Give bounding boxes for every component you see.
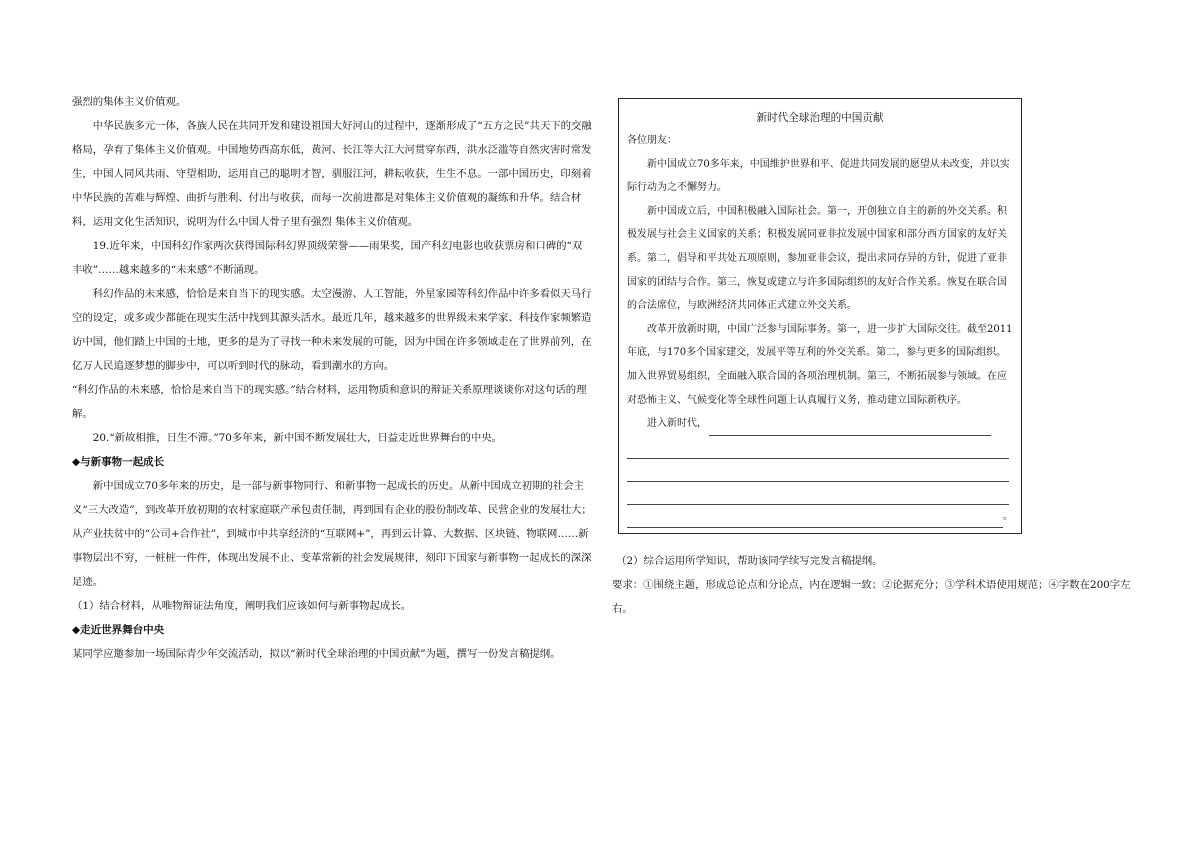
- paragraph-new-things: 新中国成立70多年来的历史，是一部与新事物同行、和新事物一起成长的历史。从新中国成立初期的社会主义“三大改造”，到改革开放初期的农村家庭联产承包责任制，再到国有企业的股份制改革、民营企业的发展壮大；从产业扶贫中的“公司+合作社”，到城市中共享经济的“互联网+”，再到云计算、大数据、区块链、物联网……新事物层出不穷，一桩桩一件件，体现出发展不止、变革常新的社会发展规律，刻印下国家与新事物一起成长的深深足迹。: [72, 480, 592, 588]
- section-heading-world-stage: ◆走近世界舞台中央: [72, 624, 165, 636]
- paragraph-intro-tail: 强烈的集体主义价值观。: [72, 96, 187, 108]
- sub-question-2: （2）综合运用所学知识，帮助该同学续写完发言稿提纲。: [616, 555, 883, 567]
- question-20-text: “新故相推，日生不滞。”70多年来，新中国不断发展壮大，日益走近世界舞台的中央。: [109, 432, 503, 444]
- box-title: 新时代全球治理的中国贡献: [756, 112, 884, 124]
- answer-blank-1[interactable]: [709, 421, 991, 436]
- answer-blank-3[interactable]: [627, 459, 1009, 482]
- box-paragraph-1: 新中国成立70多年来，中国维护世界和平、促进共同发展的愿望从未改变，并以实际行动为之不懈努力。: [627, 158, 1010, 194]
- question-19-text: 近年来，中国科幻作家两次获得国际科幻界顶级荣誉——雨果奖，国产科幻电影也收获票房和口碑的“双丰收”……越来越多的“未来感”不断涌现。: [72, 240, 583, 276]
- box-greeting: 各位朋友：: [627, 135, 677, 146]
- answer-line-first[interactable]: [627, 412, 1013, 436]
- question-20-intro: [72, 426, 592, 450]
- answer-blank-2[interactable]: [627, 436, 1009, 459]
- question-20-number: 20.: [92, 432, 110, 444]
- box-paragraph-2: 新中国成立后，中国积极融入国际社会。第一，开创独立自主的新的外交关系。积极发展与社会主义国家的关系；积极发展同亚非拉发展中国家和部分西方国家的友好关系。第二，倡导和平共处五项原则，参加亚非会议，提出求同存异的方针，促进了亚非国家的团结与合作。第三，恢复或建立与许多国际组织的友好合作关系。恢复在联合国的合法席位，与欧洲经济共同体正式建立外交关系。: [627, 205, 1007, 312]
- answer-blank-4[interactable]: [627, 482, 1009, 505]
- left-column: [72, 90, 592, 666]
- question-19-prompt: “科幻作品的未来感，恰恰是来自当下的现实感。”结合材料，运用物质和意识的辩证关系原理谈谈你对这句话的理解。: [72, 384, 587, 420]
- box-paragraph-3: 改革开放新时期，中国广泛参与国际事务。第一，进一步扩大国际交往。截至2011年底，与170多个国家建交，发展平等互利的外交关系。第二，参与更多的国际组织。加入世界贸易组织，全面融入联合国的各项治理机制。第三，不断拓展参与领域。在应对恐怖主义、气候变化等全球性问题上认真履行义务，推动建立国际新秩序。: [627, 323, 1013, 406]
- paragraph-world-stage: 某同学应邀参加一场国际青少年交流活动，拟以“新时代全球治理的中国贡献”为题，撰写一份发言稿提纲。: [72, 648, 561, 660]
- answer-blank-5[interactable]: [627, 507, 1003, 528]
- section-heading-new-things: ◆与新事物一起成长: [72, 456, 165, 468]
- right-column: [612, 549, 1136, 621]
- speech-outline-box: [618, 98, 1022, 534]
- paragraph-collectivism: 中华民族多元一体，各族人民在共同开发和建设祖国大好河山的过程中，逐渐形成了“五方之民”共天下的交融格局，孕育了集体主义价值观。中国地势西高东低，黄河、长江等大江大河贯穿东西，洪水泛滥等自然灾害时常发生，中国人同风共雨、守望相助，运用自己的聪明才智，驯服江河，耕耘收获，生生不息。一部中国历史，印刻着中华民族的苦难与辉煌、曲折与胜利、付出与收获，而每一次前进都是对集体主义价值观的凝练和升华。结合材料，运用文化生活知识，说明为什么中国人骨子里有强烈 集体主义价值观。: [72, 120, 592, 228]
- answer-end-mark: 。: [1003, 510, 1013, 522]
- question-19-number: 19.: [92, 240, 110, 252]
- question-19-intro: [72, 234, 592, 282]
- answer-line-last[interactable]: [627, 505, 1013, 529]
- requirements: 要求：①围绕主题，形成总论点和分论点，内在逻辑一致；②论据充分；③学科术语使用规范；④字数在200字左右。: [612, 579, 1131, 615]
- box-paragraph-4-lead: 进入新时代，: [647, 418, 707, 430]
- question-19-material: 科幻作品的未来感，恰恰是来自当下的现实感。太空漫游、人工智能，外星家园等科幻作品中许多看似天马行空的设定，或多或少都能在现实生活中找到其源头活水。最近几年，越来越多的世界级未来学家、科技作家频繁造访中国，他们踏上中国的土地，更多的是为了寻找一种未来发展的可能，因为中国在许多领域走在了世界前列，在亿万人民追逐梦想的脚步中，可以听到时代的脉动，看到潮水的方向。: [72, 288, 592, 372]
- sub-question-1: （1）结合材料，从唯物辩证法角度，阐明我们应该如何与新事物起成长。: [72, 600, 412, 612]
